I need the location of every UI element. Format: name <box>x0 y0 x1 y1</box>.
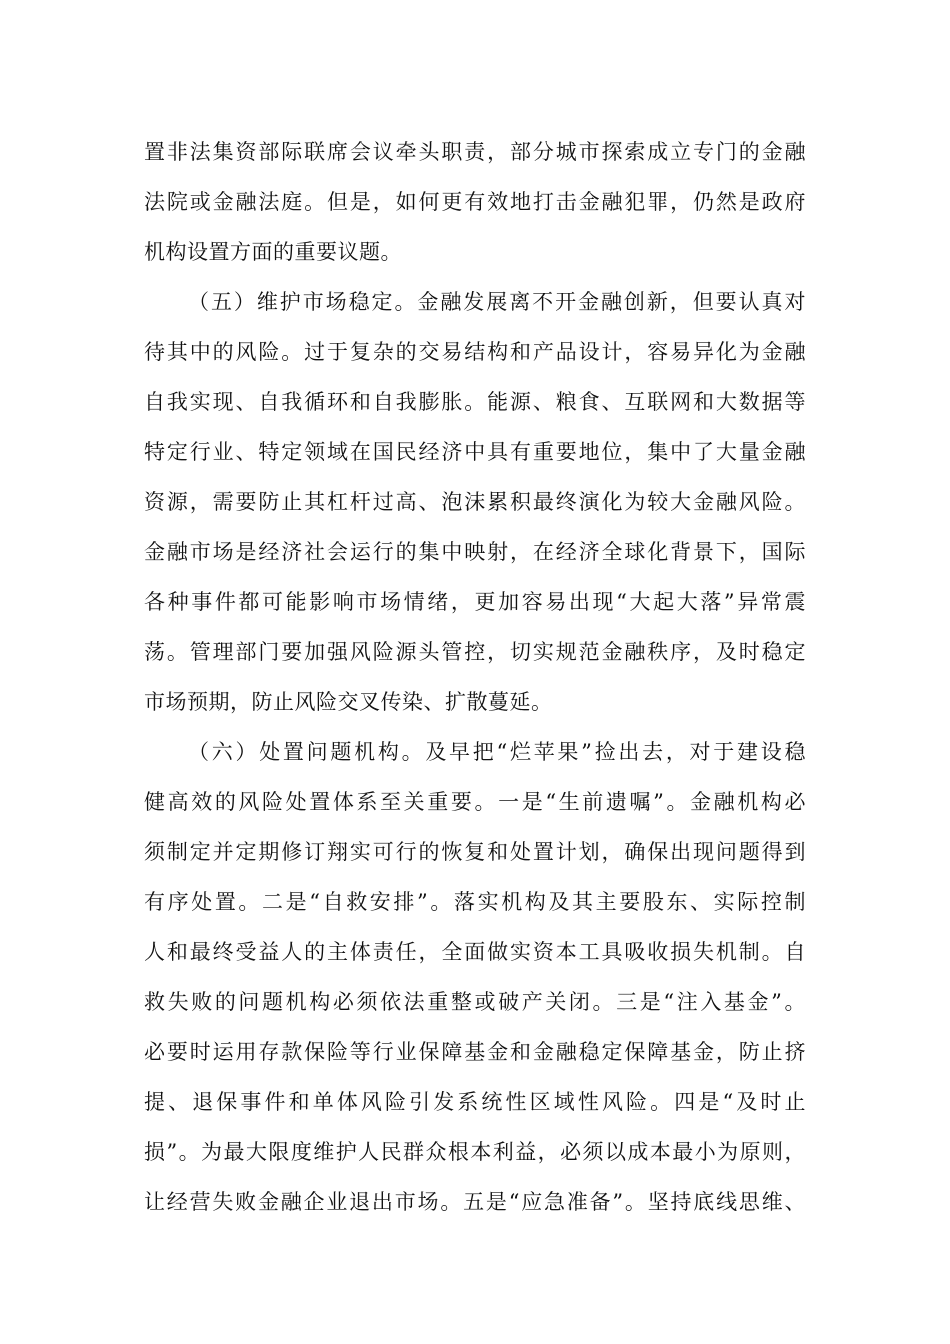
text-line: 市场预期，防止风险交叉传染、扩散蔓延。 <box>144 690 553 714</box>
text-line: 荡。管理部门要加强风险源头管控，切实规范金融秩序，及时稳定 <box>144 640 806 664</box>
text-line: 法院或金融法庭。但是，如何更有效地打击金融犯罪，仍然是政府 <box>144 190 806 214</box>
text-line: 自我实现、自我循环和自我膨胀。能源、粮食、互联网和大数据等 <box>144 390 806 414</box>
body-text <box>144 127 806 1227</box>
text-line: （五）维护市场稳定。金融发展离不开金融创新，但要认真对 <box>188 290 806 314</box>
text-line: 损”。为最大限度维护人民群众根本利益，必须以成本最小为原则， <box>144 1140 806 1164</box>
text-line: 机构设置方面的重要议题。 <box>144 240 402 264</box>
text-line: 救失败的问题机构必须依法重整或破产关闭。三是“注入基金”。 <box>144 990 806 1014</box>
text-line: （六）处置问题机构。及早把“烂苹果”捡出去，对于建设稳 <box>188 740 806 764</box>
text-line: 置非法集资部际联席会议牵头职责，部分城市探索成立专门的金融 <box>144 140 806 164</box>
text-line: 待其中的风险。过于复杂的交易结构和产品设计，容易异化为金融 <box>144 340 806 364</box>
text-line: 资源，需要防止其杠杆过高、泡沫累积最终演化为较大金融风险。 <box>144 490 806 514</box>
text-line: 健高效的风险处置体系至关重要。一是“生前遗嘱”。金融机构必 <box>144 790 806 814</box>
paragraph-market-stability <box>144 277 806 727</box>
text-line: 必要时运用存款保险等行业保障基金和金融稳定保障基金，防止挤 <box>144 1040 806 1064</box>
text-line: 人和最终受益人的主体责任，全面做实资本工具吸收损失机制。自 <box>144 940 806 964</box>
paragraph-problem-institutions <box>144 727 806 1227</box>
text-line: 提、退保事件和单体风险引发系统性区域性风险。四是“及时止 <box>144 1090 806 1114</box>
text-line: 让经营失败金融企业退出市场。五是“应急准备”。坚持底线思维、 <box>144 1190 806 1214</box>
text-line: 各种事件都可能影响市场情绪，更加容易出现“大起大落”异常震 <box>144 590 806 614</box>
text-line: 有序处置。二是“自救安排”。落实机构及其主要股东、实际控制 <box>144 890 806 914</box>
text-line: 须制定并定期修订翔实可行的恢复和处置计划，确保出现问题得到 <box>144 840 806 864</box>
text-line: 金融市场是经济社会运行的集中映射，在经济全球化背景下，国际 <box>144 540 806 564</box>
text-line: 特定行业、特定领域在国民经济中具有重要地位，集中了大量金融 <box>144 440 806 464</box>
paragraph-continuation <box>144 127 806 277</box>
